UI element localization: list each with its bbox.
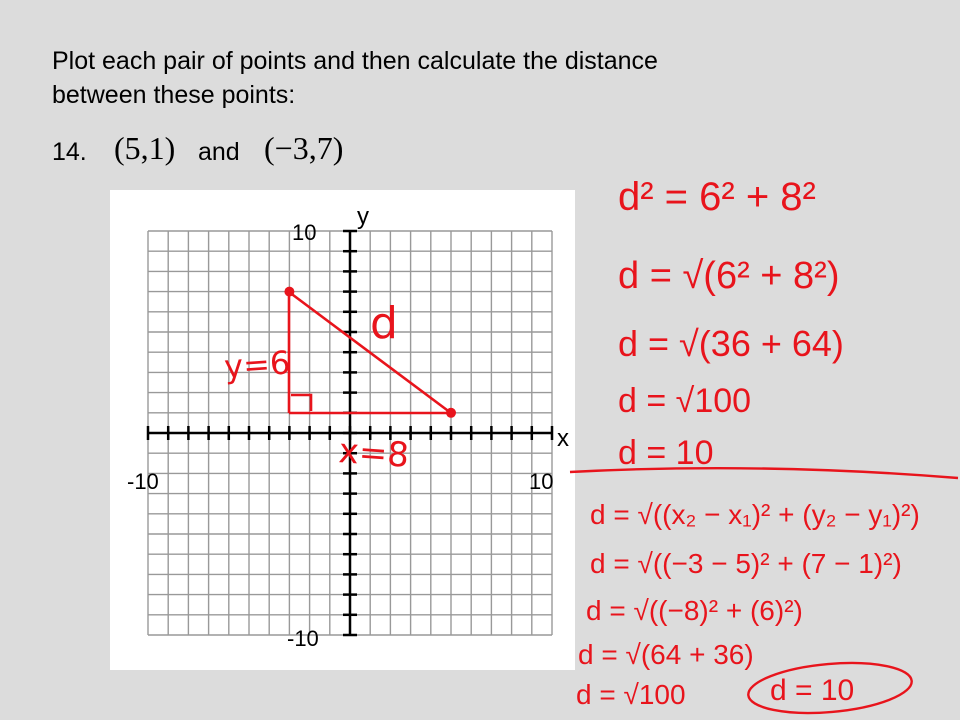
work-line-10: d = √100 <box>576 679 686 710</box>
connector-word: and <box>198 138 240 166</box>
x-axis-label: x <box>557 425 569 452</box>
work-line-11: d = 10 <box>770 674 855 707</box>
y-max-label: 10 <box>292 220 317 245</box>
divider-stroke <box>570 468 958 478</box>
worked-solution <box>576 175 920 710</box>
work-line-2: d = √(6² + 8²) <box>618 255 840 297</box>
point-a: (5,1) <box>114 130 176 166</box>
y-min-label: -10 <box>287 626 319 651</box>
graph-paper <box>110 190 575 670</box>
work-line-8: d = √((−8)² + (6)²) <box>586 595 803 626</box>
x-max-label: 10 <box>529 469 554 494</box>
point-b: (−3,7) <box>264 130 344 166</box>
work-line-1: d² = 6² + 8² <box>618 175 816 219</box>
prompt-line-1: Plot each pair of points and then calculate the distance <box>52 47 658 75</box>
vertical-leg-annotation: y=6 <box>222 343 292 386</box>
prompt-line-2: between these points: <box>52 81 296 109</box>
work-line-5: d = 10 <box>618 434 714 472</box>
x-min-label: -10 <box>127 469 159 494</box>
hypotenuse-annotation: d <box>370 298 398 349</box>
plotted-point <box>284 287 294 297</box>
y-axis-label: y <box>357 203 369 230</box>
work-line-9: d = √(64 + 36) <box>578 639 754 670</box>
work-line-3: d = √(36 + 64) <box>618 323 844 364</box>
work-line-6: d = √((x₂ − x₁)² + (y₂ − y₁)²) <box>590 499 920 530</box>
horizontal-leg-annotation: x=8 <box>337 431 411 476</box>
work-line-7: d = √((−3 − 5)² + (7 − 1)²) <box>590 548 902 579</box>
problem-number: 14. <box>52 138 87 166</box>
plotted-point <box>446 408 456 418</box>
work-line-4: d = √100 <box>618 382 752 420</box>
